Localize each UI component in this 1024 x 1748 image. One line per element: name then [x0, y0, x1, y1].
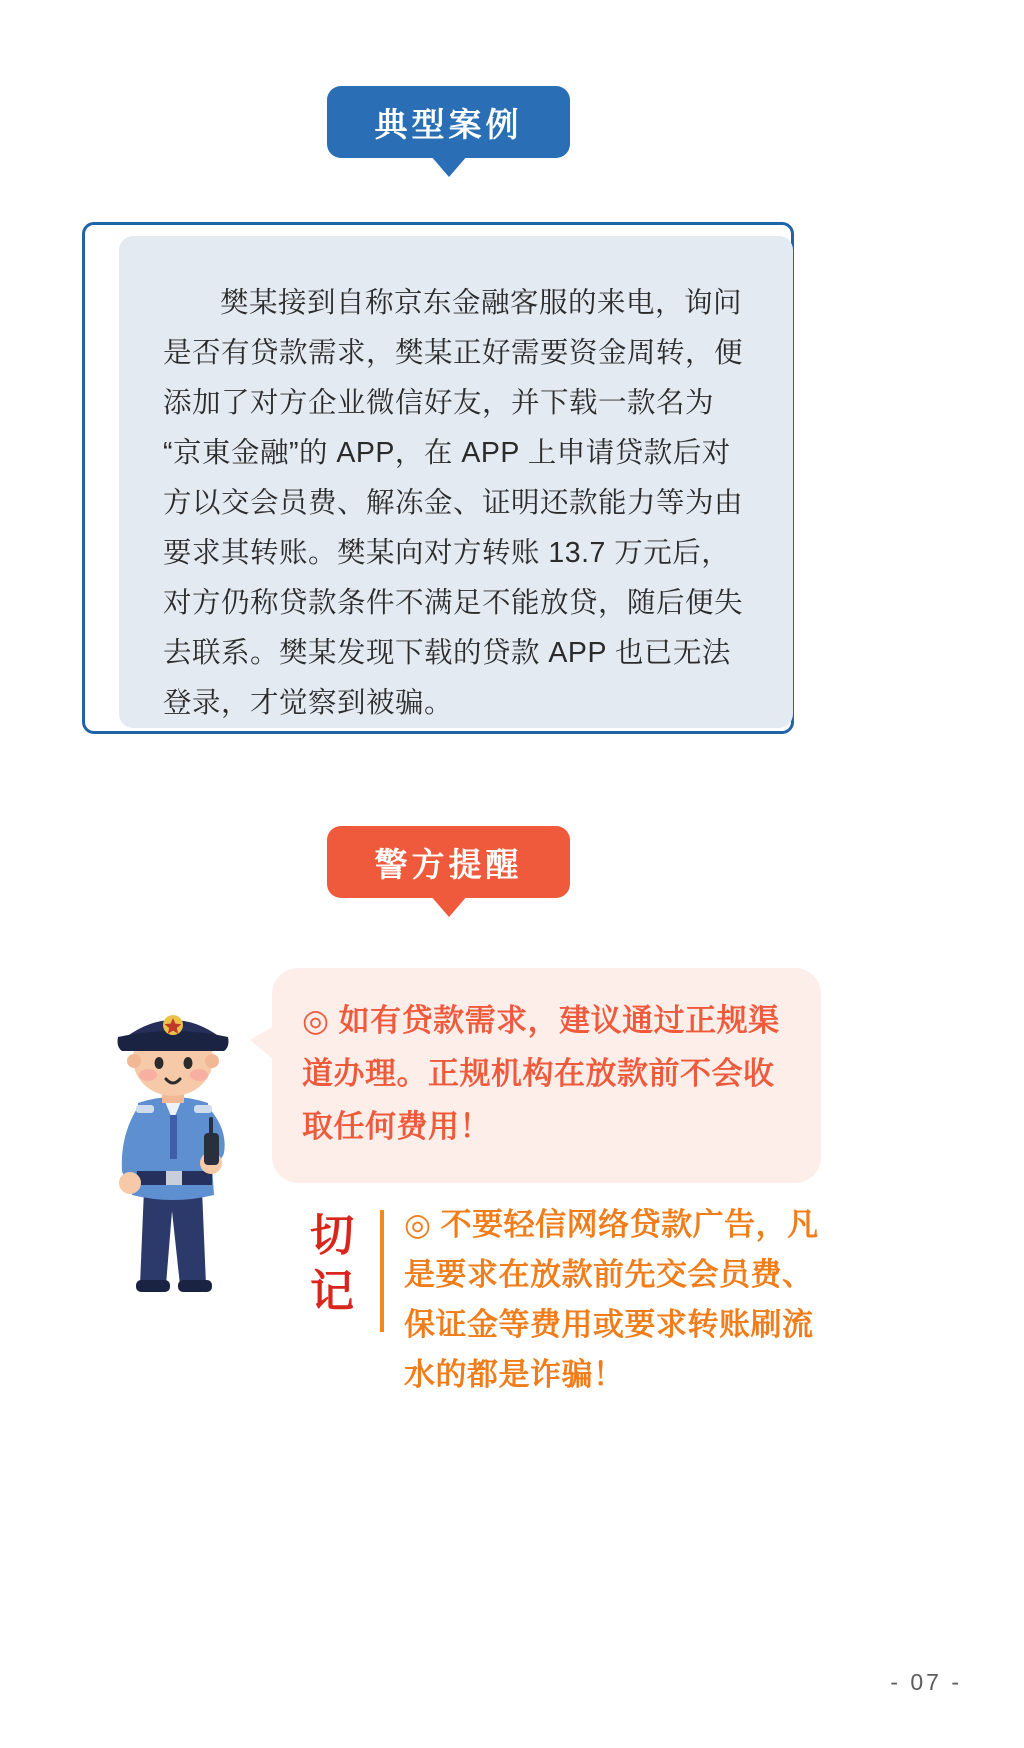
case-body-text: 樊某接到自称京东金融客服的来电，询问是否有贷款需求，樊某正好需要资金周转，便添加了对方企业微信好友，并下载一款名为“京東金融”的 APP，在 APP 上申请贷款后对方以交会员费、解冻金、证明还款能力等为由要求其转账。樊某向对方转账 13.7 万元后，对方仍称贷款条件不满足不能放贷，随后便失去联系。樊某发现下载的贷款 APP 也已无法登录，才觉察到被骗。: [163, 287, 744, 719]
badge-label-police-tip: 警方提醒: [374, 844, 523, 884]
police-tip-text: ◎ 如有贷款需求，建议通过正规渠道办理。正规机构在放款前不会收取任何费用！: [302, 1003, 780, 1144]
section-badge-typical-case: [327, 86, 570, 158]
case-text-panel: [119, 236, 793, 728]
remember-label: 切记: [310, 1210, 354, 1317]
case-text-frame: [82, 222, 796, 738]
remember-divider: [380, 1210, 384, 1332]
section-badge-police-tip: [327, 826, 570, 898]
bubble-tail-icon: [250, 1026, 274, 1060]
page-number: - 07 -: [890, 1669, 962, 1695]
police-officer-illustration: [78, 975, 268, 1295]
police-tip-bubble: [272, 968, 821, 1183]
remember-text: ◎ 不要轻信网络贷款广告，凡是要求在放款前先交会员费、保证金等费用或要求转账刷流水的都是诈骗！: [404, 1207, 819, 1392]
badge-label-typical-case: 典型案例: [374, 104, 523, 144]
remember-text-wrapper: [404, 1200, 824, 1400]
badge-pointer-icon: [430, 155, 468, 177]
badge-pointer-icon: [430, 895, 468, 917]
